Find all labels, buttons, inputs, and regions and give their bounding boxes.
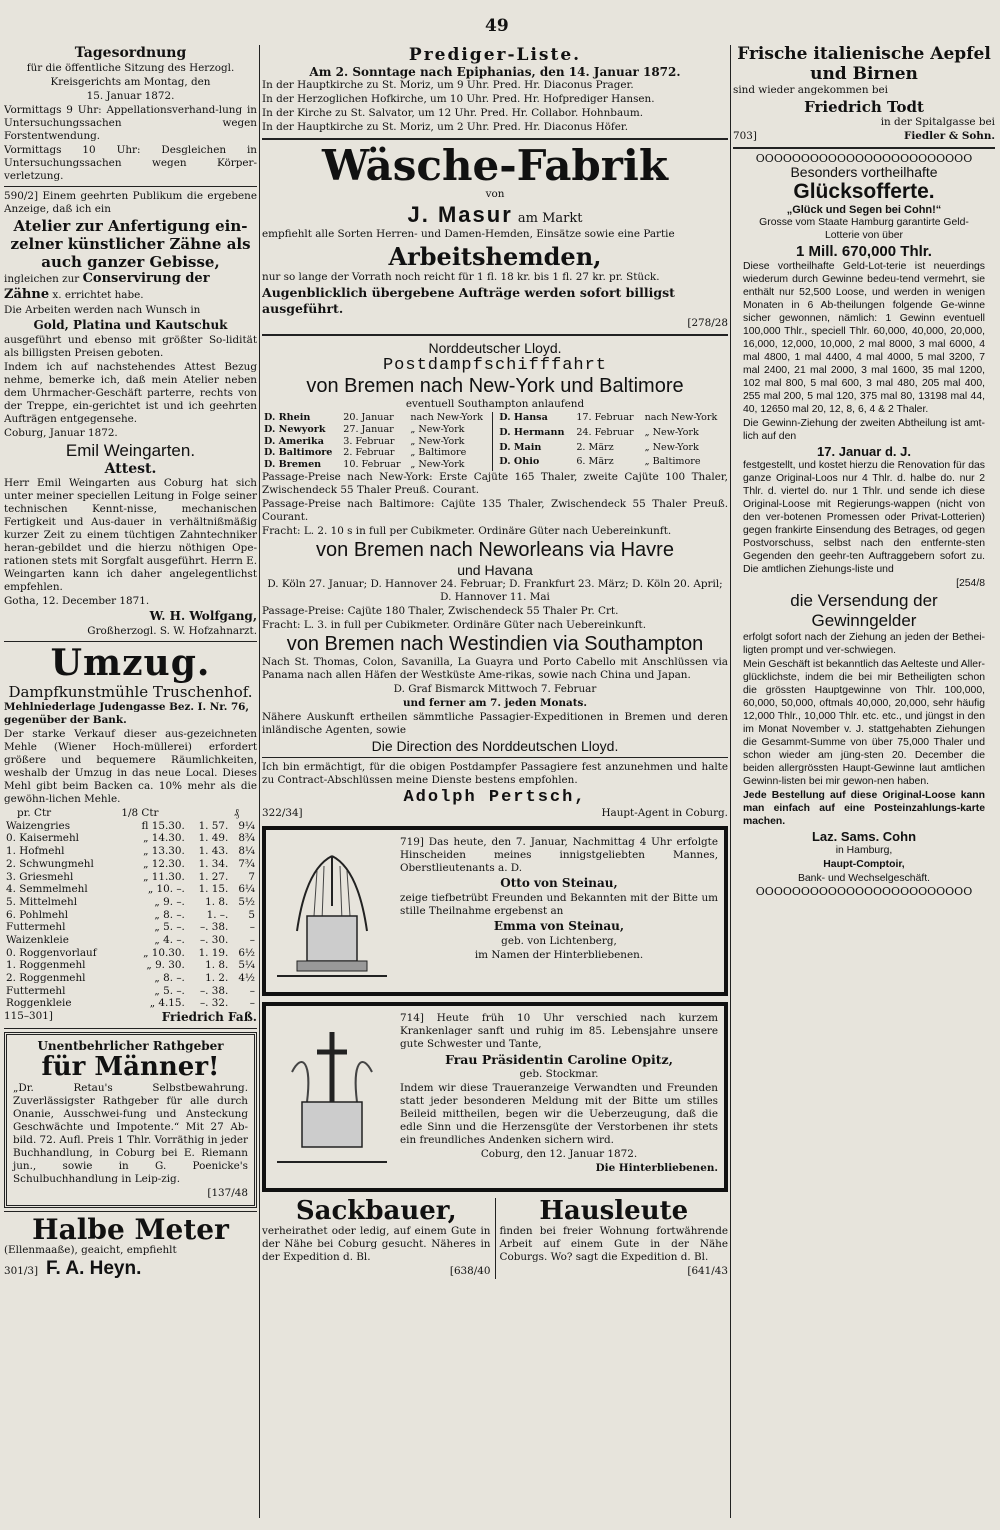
price-product: Waizengries xyxy=(6,819,71,832)
lottery-signature-2: in Hamburg, xyxy=(835,845,893,857)
lottery-body-2: Die Gewinn-Ziehung der zweiten Abtheilung ist amt-lich auf den xyxy=(743,418,985,443)
price-row xyxy=(4,997,257,1010)
divider xyxy=(4,186,257,187)
price-head: pr. Ctr xyxy=(16,807,52,820)
price-value: –. 32. xyxy=(199,997,229,1010)
ship-name: D. Rhein xyxy=(264,412,311,424)
ship-date: 20. Januar xyxy=(343,412,394,424)
ship-name: D. Hansa xyxy=(499,412,548,424)
price-table-body xyxy=(4,820,257,1010)
bottom-ads xyxy=(262,1195,728,1279)
price-product: Futtermehl xyxy=(6,921,66,934)
lottery-border-bottom: OOOOOOOOOOOOOOOOOOOOOOOO xyxy=(755,885,973,898)
price-value: 4½ xyxy=(238,972,255,985)
price-row xyxy=(4,921,257,934)
sack-body: verheirathet oder ledig, auf einem Gute in der Nähe bei Coburg gesucht. Näheres in der Expedition d. Bl. xyxy=(262,1225,491,1264)
divider xyxy=(262,757,728,758)
divider xyxy=(262,138,728,140)
ship-table-left xyxy=(262,412,493,471)
lottery-quote: „Glück und Segen bei Cohn!“ xyxy=(786,204,942,217)
ship-row xyxy=(497,412,728,427)
price-value: 1. –. xyxy=(206,908,229,921)
fruit-name-2: Fiedler & Sohn. xyxy=(903,130,995,143)
wasche-price: nur so lange der Vorrath noch reicht für 1 fl. 18 kr. bis 1 fl. 27 kr. pr. Stück. xyxy=(262,271,660,284)
lottery-ad xyxy=(733,164,995,886)
lloyd-title: Postdampfschifffahrt xyxy=(382,356,608,376)
haus-ad xyxy=(496,1195,729,1279)
price-row xyxy=(4,871,257,884)
lottery-ref: [254/8 xyxy=(956,578,985,590)
ship-row xyxy=(262,412,493,424)
column-middle xyxy=(262,45,728,1279)
halbe-name: F. A. Heyn. xyxy=(46,1258,142,1280)
price-head: ₰ xyxy=(233,807,240,820)
attest-body: Herr Emil Weingarten aus Coburg hat sich unter meiner speciellen Leitung in Folge seiner technischen Kennt-nisse, mechanischen Fertigkeit und Aus-dauer in verhältnißmäßig kurzer Zeit zu einem tüchtigen Zahntechniker heran-gebildet und die hierzu nöthigen Ope-rationen stets mit Sorgfalt ausgeführt. Herrn E. Weingarten kann ich daher angelegentlichst empfehlen. xyxy=(4,477,257,594)
column-right xyxy=(733,45,995,897)
ship-destination: nach New-York xyxy=(644,412,718,424)
death-notice-2 xyxy=(262,1002,728,1192)
price-value: 1. 34. xyxy=(198,857,229,870)
ship-destination: „ New-York xyxy=(644,441,699,453)
price-value: –. 38. xyxy=(199,984,229,997)
agenda-item: Vormittags 9 Uhr: Appellationsverhand-lung in Untersuchungssachen wegen Forstentwendung. xyxy=(4,103,257,142)
wasche-name: J. Masur xyxy=(407,202,513,228)
death-2-place: Coburg, den 12. Januar 1872. xyxy=(480,1148,638,1161)
ship-row xyxy=(262,459,493,471)
price-value: „ 13.30. xyxy=(143,845,185,858)
lottery-border-side xyxy=(733,164,743,886)
lottery-signature-4: Bank- und Wechselgeschäft. xyxy=(797,873,931,885)
lloyd-route-2-ships: D. Köln 27. Januar; D. Hannover 24. Februar; D. Frankfurt 23. März; D. Köln 20. April; D. Hannover 11. Mai xyxy=(267,577,723,603)
umzug-body: Der starke Verkauf dieser aus-gezeichneten Mehle (Wiener Hoch-müllerei) erfordert größere und bequemere Räumlichkeiten, weshalb der Umzug in das neue Local. Dieses Mehl gibt beim Backen ca. 10% mehr als die gewöhn-lichen Mehle. xyxy=(4,728,257,806)
weingarten-date: Coburg, Januar 1872. xyxy=(4,427,118,440)
ship-destination: „ New-York xyxy=(410,459,465,471)
price-product: 0. Roggenvorlauf xyxy=(6,946,97,959)
willow-tomb-icon xyxy=(272,836,392,986)
price-value: „ 11.30. xyxy=(143,870,185,883)
lottery-body-4: erfolgt sofort nach der Ziehung an jeden der Bethei-ligten prompt und ver-schwiegen. xyxy=(743,632,985,657)
lloyd-via: eventuell Southampton anlaufend xyxy=(405,398,585,411)
price-product: 4. Semmelmehl xyxy=(6,883,88,896)
price-value: 8¾ xyxy=(238,832,255,845)
price-value: „ 5. –. xyxy=(154,984,185,997)
price-value: 1. 8. xyxy=(205,959,229,972)
umzug-location: Mehlniederlage Judengasse Bez. I. Nr. 76, gegenüber der Bank. xyxy=(4,701,250,727)
price-product: 2. Schwungmehl xyxy=(6,857,94,870)
death-2-signature: Die Hinterbliebenen. xyxy=(595,1162,718,1175)
agenda-line: Kreisgerichts am Montag, den xyxy=(50,75,211,88)
ship-name: D. Ohio xyxy=(499,456,540,468)
price-product: 3. Griesmehl xyxy=(6,870,74,883)
attest-signature-title: Großherzogl. S. W. Hofzahnarzt. xyxy=(87,625,257,638)
price-value: „ 4.15. xyxy=(149,997,185,1010)
weingarten-name: Emil Weingarten. xyxy=(65,441,196,461)
book-title: Unentbehrlicher Rathgeber xyxy=(37,1039,224,1054)
price-value: 1. 2. xyxy=(205,972,229,985)
column-left xyxy=(4,45,257,1280)
ship-row xyxy=(497,456,728,471)
lloyd-route-3-more: und ferner am 7. jeden Monats. xyxy=(402,696,588,709)
price-product: Futtermehl xyxy=(6,984,66,997)
book-ad xyxy=(4,1032,257,1208)
divider xyxy=(4,1028,257,1029)
weingarten-intro: 590/2] Einem geehrten Publikum die ergebene Anzeige, daß ich ein xyxy=(4,189,257,215)
ship-destination: „ Baltimore xyxy=(644,456,701,468)
price-value: 6¼ xyxy=(238,883,255,896)
halbe-ref: 301/3] xyxy=(4,1265,38,1278)
price-row xyxy=(4,947,257,960)
ship-date: 2. Februar xyxy=(343,447,395,459)
page-number: 49 xyxy=(485,16,509,36)
lottery-date: 17. Januar d. J. xyxy=(817,444,911,460)
weingarten-materials: Gold, Platina und Kautschuk xyxy=(33,318,228,333)
price-value: 1. 57. xyxy=(198,819,229,832)
price-head: 1/8 Ctr xyxy=(121,807,159,820)
ship-date: 6. März xyxy=(576,456,614,468)
price-value: „ 14.30. xyxy=(143,832,185,845)
death-2-geb: geb. Stockmar. xyxy=(519,1068,599,1081)
price-row xyxy=(4,959,257,972)
price-product: 6. Pohlmehl xyxy=(6,908,69,921)
umzug-ref: 115–301] xyxy=(4,1010,53,1023)
price-value: „ 10.30. xyxy=(143,946,185,959)
price-value: „ 9. –. xyxy=(154,895,185,908)
lottery-body-6: Jede Bestellung auf diese Original-Loose kann man einfach auf eine Posteinzahlungs-karte machen. xyxy=(743,790,985,828)
price-value: 7 xyxy=(248,870,255,883)
weingarten-heading: Atelier zur Anfertigung ein-zelner künstlicher Zähne als auch ganzer Gebisse, xyxy=(10,216,251,271)
lloyd-prices: Passage-Preise: Cajüte 180 Thaler, Zwischendeck 55 Thaler Pr. Crt. xyxy=(262,604,619,617)
agent-name: Adolph Pertsch, xyxy=(403,787,587,807)
price-row xyxy=(4,845,257,858)
book-big-title: für Männer! xyxy=(41,1052,220,1083)
haus-title: Hausleute xyxy=(539,1195,689,1226)
ship-date: 17. Februar xyxy=(576,412,634,424)
price-value: – xyxy=(249,933,255,946)
death-notice-1 xyxy=(262,826,728,996)
ship-name: D. Main xyxy=(499,441,542,453)
price-value: –. 38. xyxy=(199,921,229,934)
lottery-border-side xyxy=(985,164,995,886)
price-row xyxy=(4,896,257,909)
death-1-signature-3: im Namen der Hinterbliebenen. xyxy=(474,948,644,961)
fruit-body: sind wieder angekommen bei xyxy=(733,84,888,97)
lottery-body-5: Mein Geschäft ist bekanntlich das Aelteste und Aller-glücklichste, indem die bei mir Betheiligten schon die grössten Hauptgewinne von Thlr. 100,000, 60,000, 50,000, oftmals 40,000, 20,000, sehr häufig 12,000 Thlr., 10,000 Thlr. etc. etc., und jüngst in den im Monat November v. J. stattgehabten Ziehungen die Gesammt-Summe von über 75,000 Thaler und schon wieder am jüng-sten 20. December die beiden allergrössten Haupt-Gewinne laut amtlichen Gewinn-listen bei mir gewon-nen haben. xyxy=(743,659,986,788)
price-value: 1. 49. xyxy=(198,832,229,845)
attest-place: Gotha, 12. December 1871. xyxy=(4,595,150,608)
haus-ref: [641/43 xyxy=(687,1265,728,1278)
lloyd-prices: Passage-Preise nach New-York: Erste Cajüte 165 Thaler, zweite Cajüte 100 Thaler, Zwischendeck 55 Thaler Preuß. Courant. xyxy=(262,470,728,496)
sack-title: Sackbauer, xyxy=(295,1195,457,1226)
price-value: – xyxy=(249,984,255,997)
ship-name: D. Amerika xyxy=(264,435,324,447)
lottery-body-1: Diese vortheilhafte Geld-Lot-terie ist neuerdings wiederum durch Gewinne bedeu-tend vermehrt, sie enthält nur 52,500 Loose, und werden in wenigen Monaten in 6 Ab-theilungen folgende Ge-winne sicher gewonnen, nämlich: 1 Gewinn eventuell 100,000 Thlr., speciell Thlr. 60,000, 40,000, 20,000, 16,000, 12,000, 10,000, 2 mal 8000, 3 mal 6000, 4 mal 4800, 1 mal 4400, 4 mal 4000, 5 mal 3200, 7 mal 2400, 21 mal 2000, 3 mal 1600, 35 mal 1200, 102 mal 800, 5 mal 600, 3 mal 480, 205 mal 400, 255 mal 200, 5 mal 120, 375 mal 80, 13198 mal 44, 40, 12650 mal 20, 12, 8, 6, 4 & 2 Thaler. xyxy=(743,261,985,416)
lloyd-route-3-body: Nach St. Thomas, Colon, Savanilla, La Guayra und Porto Cabello mit Anschlüssen via Panama nach allen Häfen der Westküste Ame-rikas, sowie nach China und Japan. xyxy=(262,655,728,681)
weingarten-heading-2: Conservirung der Zähne xyxy=(4,270,210,303)
death-1-name: Otto von Steinau, xyxy=(500,875,618,890)
ship-date: 2. März xyxy=(576,441,614,453)
fruit-location: in der Spitalgasse bei xyxy=(880,116,995,129)
price-value: „ 8. –. xyxy=(154,972,185,985)
price-value: – xyxy=(249,921,255,934)
ship-row xyxy=(262,447,493,459)
ship-row xyxy=(497,442,728,457)
ship-date: 3. Februar xyxy=(343,435,395,447)
umzug-title: Umzug. xyxy=(50,642,211,685)
ship-name: D. Bremen xyxy=(264,459,322,471)
lloyd-prices: Passage-Preise nach Baltimore: Cajüte 135 Thaler, Zwischendeck 55 Thaler Preuß. Courant. xyxy=(262,497,728,523)
price-value: 8¼ xyxy=(238,845,255,858)
agenda-item: Vormittags 10 Uhr: Desgleichen in Untersuchungssachen wegen Körper-verletzung. xyxy=(4,143,257,182)
lottery-signature: Laz. Sams. Cohn xyxy=(811,829,917,845)
price-value: 5¼ xyxy=(238,959,255,972)
ship-destination: „ New-York xyxy=(410,435,465,447)
price-value: „ 4. –. xyxy=(154,933,185,946)
death-2-body: Indem wir diese Traueranzeige Verwandten und Freunden statt jeder besonderen Meldung mit der Bitte um stilles Beileid mittheilen, begen wir die Ueberzeugung, daß die edle Sinn und die Herzensgüte der Verstorbenen ihr stets ein freundliches Andenken sichern wird. xyxy=(400,1082,718,1147)
lloyd-freight: Fracht: L. 3. in full per Cubikmeter. Ordinäre Güter nach Uebereinkunft. xyxy=(262,618,647,631)
lloyd-route-1: von Bremen nach New-York und Baltimore xyxy=(306,375,684,398)
price-value: 5½ xyxy=(238,895,255,908)
wasche-big: Arbeitshemden, xyxy=(388,242,602,272)
weingarten-mid: ingleichen zur xyxy=(4,272,80,285)
sack-ref: [638/40 xyxy=(449,1265,491,1278)
price-row xyxy=(4,820,257,833)
price-product: 5. Mittelmehl xyxy=(6,895,78,908)
fruit-name: Friedrich Todt xyxy=(804,98,924,117)
agent-body: Ich bin ermächtigt, für die obigen Postdampfer Passagiere fest anzunehmen und halte zu Contract-Abschlüssen meine Dienste bestens empfohlen. xyxy=(262,760,728,786)
ship-destination: nach New-York xyxy=(410,412,483,424)
book-ref: [137/48 xyxy=(207,1186,248,1199)
divider xyxy=(733,147,995,149)
halbe-title: Halbe Meter xyxy=(32,1212,229,1246)
price-row xyxy=(4,883,257,896)
price-value: „ 10. –. xyxy=(147,883,185,896)
agenda-line: 15. Januar 1872. xyxy=(86,89,175,102)
book-body: „Dr. Retau's Selbstbewahrung. Zuverlässigster Rathgeber für alle durch Onanie, Ausschwei-fung und Ansteckung Geschwächte und Impotente.“ Mit 27 Ab-bild. 72. Aufl. Preis 1 Thlr. Vorräthig in jeder Buchhandlung, in Coburg bei E. Riemann jun., sowie in G. Poenicke's Schulbuchhandlung in Leip-zig. xyxy=(13,1081,249,1185)
wasche-von: von xyxy=(485,188,505,201)
prediger-title: Prediger-Liste. xyxy=(408,45,582,65)
death-2-name: Frau Präsidentin Caroline Opitz, xyxy=(445,1051,673,1067)
lloyd-direction: Die Direction des Norddeutschen Lloyd. xyxy=(371,737,619,754)
price-row xyxy=(4,832,257,845)
attest-signature: W. H. Wolfgang, xyxy=(149,609,257,624)
price-value: „ 8. –. xyxy=(154,908,185,921)
price-value: fl 15.30. xyxy=(141,819,185,832)
ship-destination: „ Baltimore xyxy=(410,447,467,459)
lottery-border-top: OOOOOOOOOOOOOOOOOOOOOOOO xyxy=(755,152,973,166)
lottery-head-3: die Versendung der Gewinngelder xyxy=(790,591,938,631)
ship-name: D. Newyork xyxy=(264,424,326,436)
wasche-line: empfiehlt alle Sorten Herren- und Damen-Hemden, Einsätze sowie eine Partie xyxy=(262,228,675,241)
ship-date: 10. Februar xyxy=(343,459,401,471)
price-product: 2. Roggenmehl xyxy=(6,972,86,985)
price-value: 5 xyxy=(248,908,255,921)
price-value: „ 12.30. xyxy=(143,857,185,870)
agenda-line: für die öffentliche Sitzung des Herzogl. xyxy=(26,61,235,74)
column-rule xyxy=(730,45,731,1518)
price-row xyxy=(4,934,257,947)
lottery-million: 1 Mill. 670,000 Thlr. xyxy=(796,243,932,261)
column-rule xyxy=(259,45,260,1518)
price-value: 9¼ xyxy=(238,819,255,832)
price-row xyxy=(4,909,257,922)
price-table xyxy=(4,807,257,820)
prediger-line: In der Herzoglichen Hofkirche, um 10 Uhr. Pred. Hr. Hofprediger Hansen. xyxy=(262,93,655,105)
lottery-signature-3: Haupt-Comptoir, xyxy=(823,859,905,871)
death-1-text: 719] Das heute, den 7. Januar, Nachmittag 4 Uhr erfolgte Hinscheiden meines innigstgeliebten Mannes, Oberstlieutenants a. D. xyxy=(400,835,718,874)
weingarten-body: Indem ich auf nachstehendes Attest Bezug nehme, bemerke ich, daß mein Atelier neben dem Uhrmacher-Geschäft parterre, rechts von der Treppe, ein-gerichtet ist und ich geehrten Aufträgen entgegensehe. xyxy=(4,361,257,426)
price-product: 0. Kaisermehl xyxy=(6,832,79,845)
divider xyxy=(4,1211,257,1212)
prediger-line: In der Hauptkirche zu St. Moriz, um 2 Uhr. Pred. Hr. Diaconus Höfer. xyxy=(262,121,629,133)
price-row xyxy=(4,858,257,871)
wasche-orders: Augenblicklich übergebene Aufträge werden sofort billigst ausgeführt. xyxy=(262,285,675,316)
prediger-date: Am 2. Sonntage nach Epiphanias, den 14. Januar 1872. xyxy=(309,65,681,79)
lloyd-route-2: von Bremen nach Neworleans via Havre xyxy=(316,538,674,561)
wasche-ref: [278/28 xyxy=(687,317,728,330)
price-product: Roggenkleie xyxy=(6,997,72,1010)
attest-title: Attest. xyxy=(104,461,157,478)
price-value: 1. 43. xyxy=(198,845,229,858)
price-value: „ 5. –. xyxy=(154,921,185,934)
ship-date: 24. Februar xyxy=(576,426,634,438)
lloyd-route-3-ship: D. Graf Bismarck Mittwoch 7. Februar xyxy=(393,682,597,695)
lottery-body-3: festgestellt, und kostet hierzu die Renovation für das ganze Original-Loos nur 4 Thlr. d. halbe do. nur 2 Thlr. d. viertel do. nur 1 Thlr. und sende ich diese Original-Loose mit Regierungs-wappen (nicht von den ver-botenen Promessen oder Privat-Lotterien) gegen frankirte Einsendung des Betrages, od gegen Postvorschuss, selbst nach den entfernte-sten Gegenden den geehr-ten Auftraggebern sofort zu. Die amtlichen Ziehungs-liste und xyxy=(743,460,985,576)
lottery-sub: Grosse vom Staate Hamburg garantirte Geld-Lotterie von über xyxy=(759,217,969,242)
sack-ad xyxy=(262,1195,496,1279)
ship-name: D. Hermann xyxy=(499,426,565,438)
lottery-head-1: Besonders vortheilhafte xyxy=(790,164,938,181)
death-2-text: 714] Heute früh 10 Uhr verschied nach kurzem Krankenlager sanft und ruhig im 85. Lebensjahre unsere gute Schwester und Tante, xyxy=(400,1011,718,1050)
price-value: 1. 8. xyxy=(205,895,229,908)
price-table-header xyxy=(4,807,257,820)
ship-row xyxy=(262,436,493,448)
ship-destination: „ New-York xyxy=(410,424,465,436)
price-product: 1. Roggenmehl xyxy=(6,959,86,972)
agent-role: Haupt-Agent in Coburg. xyxy=(601,806,728,819)
price-value: 1. 15. xyxy=(198,883,229,896)
death-1-signature: Emma von Steinau, xyxy=(493,918,625,933)
price-product: 1. Hofmehl xyxy=(6,845,65,858)
price-value: 7¾ xyxy=(238,857,255,870)
price-row xyxy=(4,972,257,985)
price-value: 6½ xyxy=(238,946,255,959)
grave-cross-icon xyxy=(272,1012,392,1182)
lloyd-route-2b: und Havana xyxy=(457,561,533,578)
agent-ref: 322/34] xyxy=(262,806,303,819)
agenda-title: Tagesordnung xyxy=(74,45,187,61)
prediger-line: In der Kirche zu St. Salvator, um 12 Uhr. Pred. Hr. Collabor. Hohnbaum. xyxy=(262,107,644,119)
wasche-location: am Markt xyxy=(517,211,583,227)
fruit-ref: 703] xyxy=(733,130,757,143)
price-product: Waizenkleie xyxy=(6,933,69,946)
ship-row xyxy=(497,427,728,442)
ship-table-right xyxy=(497,412,728,471)
haus-body: finden bei freier Wohnung fortwährende Arbeit auf einem Gute in der Nähe Coburgs. Wo? sagt die Expedition d. Bl. xyxy=(499,1225,728,1264)
price-value: 1. 27. xyxy=(198,870,229,883)
divider xyxy=(262,334,728,336)
price-value: –. 30. xyxy=(199,933,229,946)
ship-date: 27. Januar xyxy=(343,424,394,436)
ship-row xyxy=(262,424,493,436)
fruit-title: Frische italienische Aepfel und Birnen xyxy=(737,45,991,84)
wasche-title: Wäsche-Fabrik xyxy=(322,141,668,190)
lottery-head-2: Glücksofferte. xyxy=(793,180,935,204)
weingarten-body: ausgeführt und ebenso mit größter So-lidität als billigsten Preisen geboten. xyxy=(4,334,257,360)
weingarten-body: Die Arbeiten werden nach Wunsch in xyxy=(4,304,201,317)
death-1-signature-2: geb. von Lichtenberg, xyxy=(501,934,617,947)
lloyd-route-3: von Bremen nach Westindien via Southampton xyxy=(286,632,704,655)
price-row xyxy=(4,985,257,998)
death-1-text-2: zeige tiefbetrübt Freunden und Bekannten mit der Bitte um stille Theilnahme ergebenst an xyxy=(400,891,718,917)
lloyd-info: Nähere Auskunft ertheilen sämmtliche Passagier-Expeditionen in Bremen und deren inländische Agenten, sowie xyxy=(262,710,728,736)
umzug-subtitle: Dampfkunstmühle Truschenhof. xyxy=(8,683,253,702)
price-value: „ 9. 30. xyxy=(146,959,185,972)
ship-name: D. Baltimore xyxy=(264,447,333,459)
umzug-signature: Friedrich Faß. xyxy=(161,1010,257,1025)
prediger-line: In der Hauptkirche zu St. Moriz, um 9 Uhr. Pred. Hr. Diaconus Prager. xyxy=(262,79,634,91)
price-value: 1. 19. xyxy=(198,946,229,959)
weingarten-mid-2: x. errichtet habe. xyxy=(52,289,144,302)
halbe-body: (Ellenmaaße), geaicht, empfiehlt xyxy=(4,1244,177,1257)
lloyd-freight: Fracht: L. 2. 10 s in full per Cubikmeter. Ordinäre Güter nach Uebereinkunft. xyxy=(262,524,672,537)
lloyd-name: Norddeutscher Lloyd. xyxy=(428,340,562,357)
ship-destination: „ New-York xyxy=(644,426,699,438)
price-value: – xyxy=(249,997,255,1010)
